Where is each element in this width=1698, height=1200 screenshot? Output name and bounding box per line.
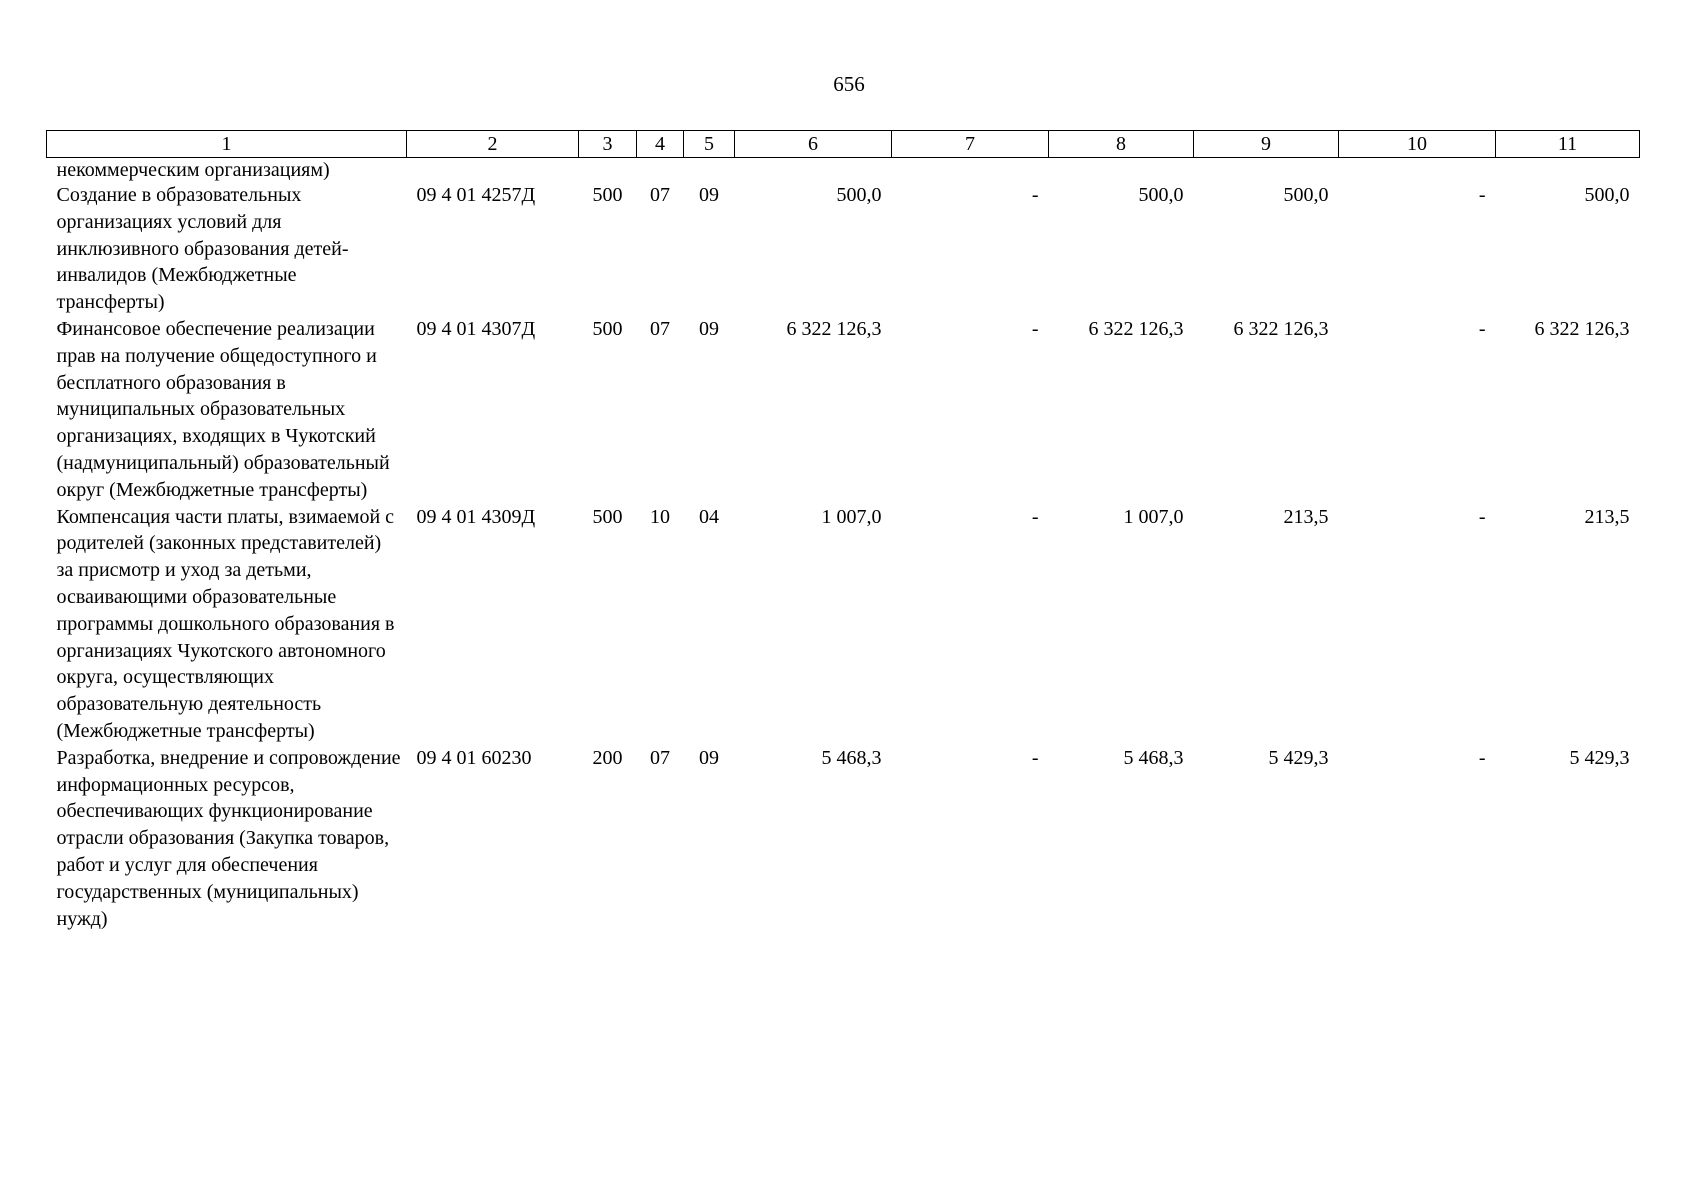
row-col-4: 07: [650, 746, 670, 769]
row-col-9: 5 429,3: [1268, 746, 1329, 769]
row-col-8: 6 322 126,3: [1088, 317, 1184, 340]
row-col-6: 1 007,0: [821, 505, 882, 528]
row-col-11: 6 322 126,3: [1534, 317, 1630, 340]
page-number: 656: [833, 72, 865, 96]
column-header-3: 3: [579, 131, 637, 158]
row-col-11: 500,0: [1584, 184, 1630, 206]
row-col-6: 6 322 126,3: [786, 317, 882, 340]
row-col-5: 09: [699, 746, 719, 769]
row-col-7: -: [1031, 746, 1039, 769]
row-col-6: 5 468,3: [821, 746, 882, 769]
continuation-row: [47, 158, 1640, 183]
row-description: Разработка, внедрение и сопровождение информационных ресурсов, обеспечивающих функционирование отрасли образования (Закупка товаров, работ и услуг для обеспечения государственных (муниципальных) нужд): [56, 746, 401, 930]
row-col-9: 213,5: [1283, 505, 1329, 528]
column-header-11: 11: [1496, 131, 1640, 158]
row-col-6: 500,0: [836, 184, 882, 206]
row-col-5: 09: [699, 184, 719, 206]
budget-table: [46, 130, 1640, 932]
row-col-9: 6 322 126,3: [1233, 317, 1329, 340]
column-header-10: 10: [1339, 131, 1496, 158]
column-header-2: 2: [407, 131, 579, 158]
row-col-3: 500: [592, 317, 623, 340]
row-col-4: 07: [650, 317, 670, 340]
column-header-4: 4: [637, 131, 684, 158]
row-code: 09 4 01 4309Д: [416, 505, 536, 528]
row-col-8: 5 468,3: [1123, 746, 1184, 769]
column-header-8: 8: [1049, 131, 1194, 158]
row-description: Создание в образовательных организациях условий для инклюзивного образования детей-инвалидов (Межбюджетные трансферты): [56, 184, 349, 314]
continuation-text: некоммерческим организациям): [56, 159, 330, 181]
row-col-10: -: [1478, 746, 1486, 769]
row-col-3: 500: [592, 184, 623, 206]
row-col-3: 200: [592, 746, 623, 769]
column-header-5: 5: [684, 131, 735, 158]
row-code: 09 4 01 4257Д: [416, 184, 536, 206]
row-col-7: -: [1031, 184, 1039, 206]
column-header-7: 7: [892, 131, 1049, 158]
column-header-1: 1: [47, 131, 407, 158]
row-description: Компенсация части платы, взимаемой с родителей (законных представителей) за присмотр и уход за детьми, осваивающими образовательные программы дошкольного образования в организациях Чукотского автономного округа, осуществляющих образовательную деятельность (Межбюджетные трансферты): [56, 505, 395, 742]
row-col-11: 5 429,3: [1569, 746, 1630, 769]
table-row: [47, 745, 1640, 933]
row-col-10: -: [1478, 317, 1486, 340]
row-col-7: -: [1031, 317, 1039, 340]
column-header-6: 6: [735, 131, 892, 158]
row-col-5: 04: [699, 505, 719, 528]
table-row: [47, 316, 1640, 504]
row-col-7: -: [1031, 505, 1039, 528]
row-col-11: 213,5: [1584, 505, 1630, 528]
column-header-9: 9: [1194, 131, 1339, 158]
row-code: 09 4 01 4307Д: [416, 317, 536, 340]
row-col-9: 500,0: [1283, 184, 1329, 206]
row-code: 09 4 01 60230: [416, 746, 532, 769]
row-col-10: -: [1478, 505, 1486, 528]
table-row: [47, 504, 1640, 745]
row-col-8: 1 007,0: [1123, 505, 1184, 528]
row-col-8: 500,0: [1138, 184, 1184, 206]
row-col-4: 07: [650, 184, 670, 206]
row-col-10: -: [1478, 184, 1486, 206]
table-row: [47, 182, 1640, 316]
row-col-3: 500: [592, 505, 623, 528]
row-col-4: 10: [650, 505, 670, 528]
column-number-header-row: [47, 131, 1640, 158]
row-col-5: 09: [699, 317, 719, 340]
row-description: Финансовое обеспечение реализации прав на получение общедоступного и бесплатного образования в муниципальных образовательных организациях, входящих в Чукотский (надмуниципальный) образовательный округ (Межбюджетные трансферты): [56, 317, 390, 501]
